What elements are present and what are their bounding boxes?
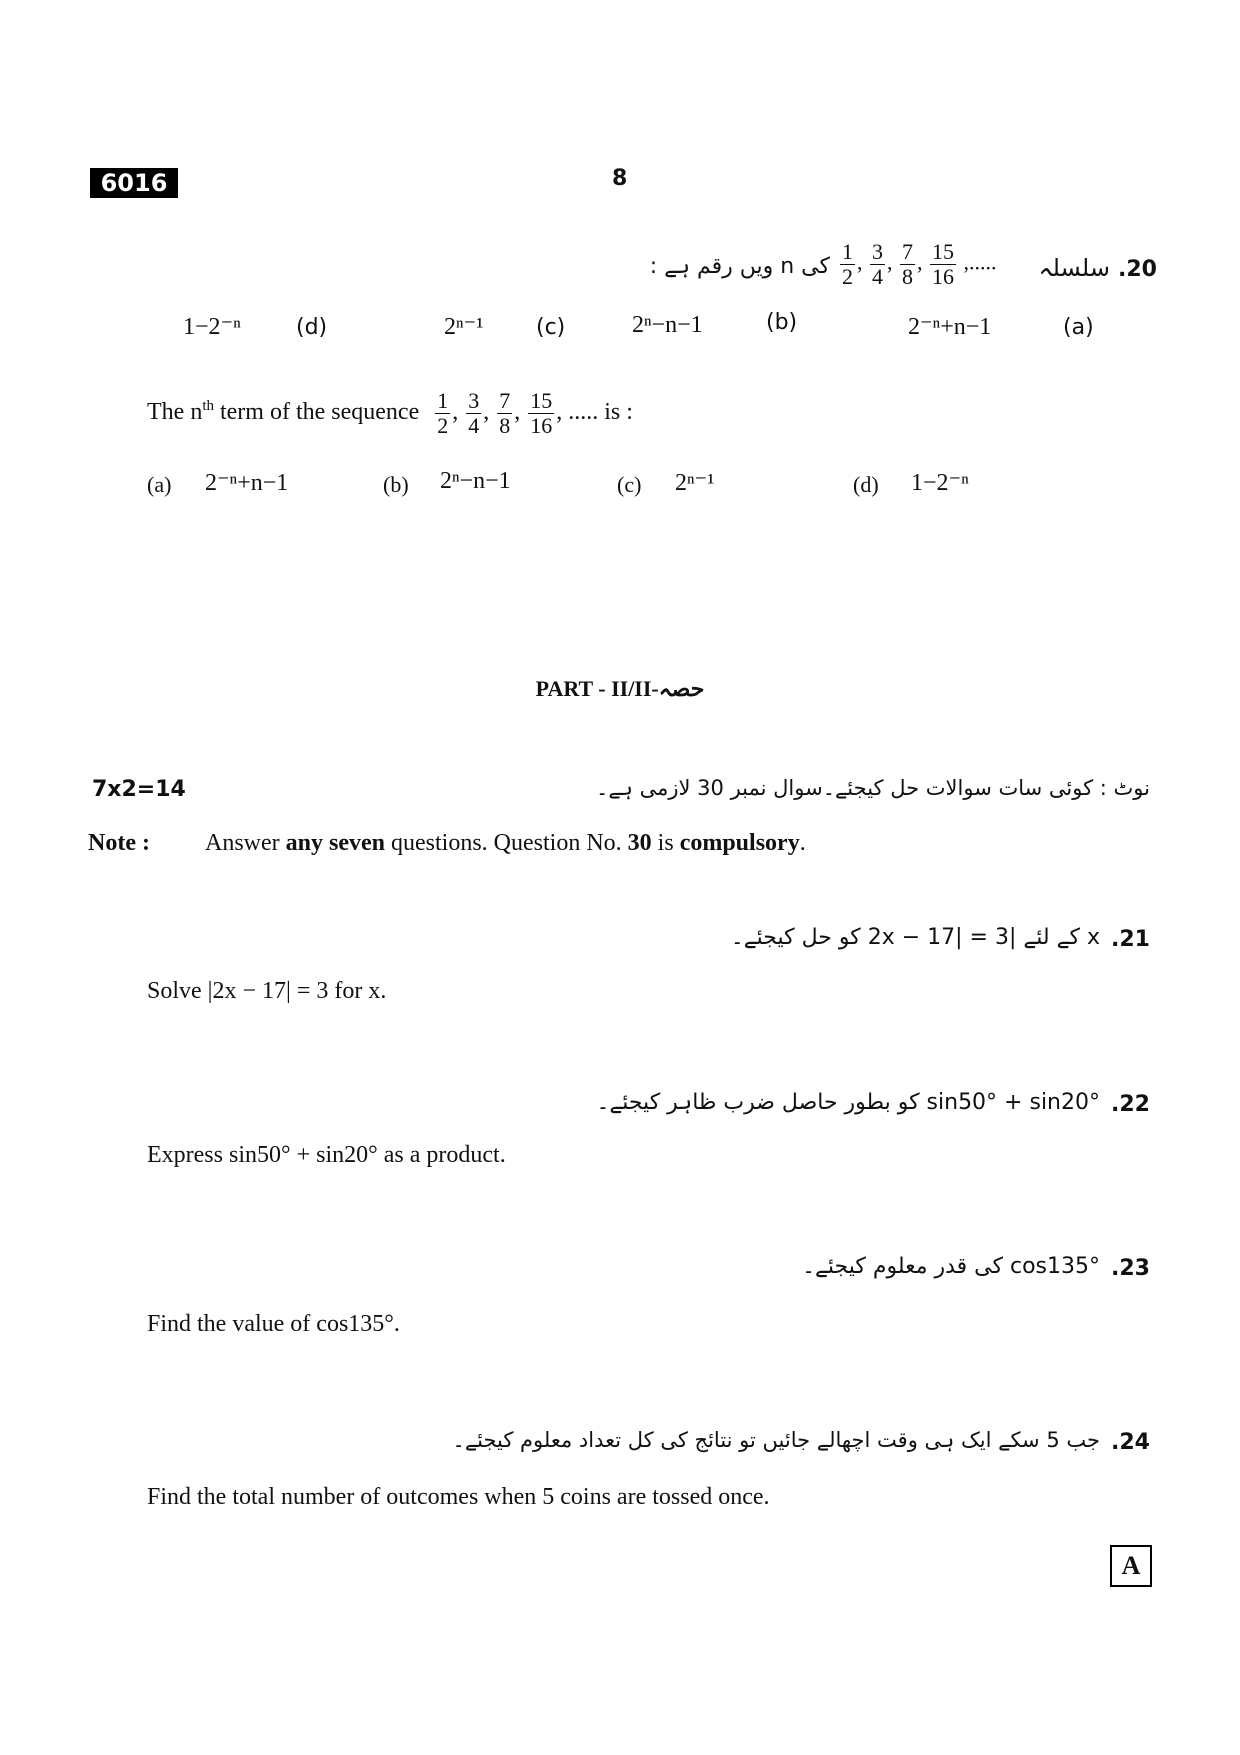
fraction: $\frac{7}{8}$: [902, 239, 913, 290]
paper-code-badge: 6016: [90, 168, 178, 198]
q20-option-b-value: 2ⁿ−n−1: [440, 468, 511, 494]
q20-option-c-label: (c): [617, 472, 642, 497]
q20-urdu-option-c-value: 2ⁿ⁻¹: [444, 314, 484, 340]
q20-urdu-option-b-label: (b): [766, 310, 798, 335]
q20-urdu-option-a-label: (a): [1063, 315, 1094, 340]
q23-english: Find the value of cos135°.: [147, 1311, 400, 1337]
q20-urdu-suffix: کی n ویں رقم ہے :: [649, 254, 830, 279]
q24-urdu: جب 5 سکے ایک ہی وقت اچھالے جائیں تو نتائج کی کل تعداد معلوم کیجئے۔: [452, 1428, 1100, 1452]
fraction: $\frac{7}{8}$: [499, 388, 511, 439]
note-text: Answer any seven questions. Question No. 30 is compulsory.: [205, 830, 806, 856]
q21-english: Solve |2x − 17| = 3 for x.: [147, 978, 387, 1004]
note-urdu: نوٹ : کوئی سات سوالات حل کیجئے۔سوال نمبر 30 لازمی ہے۔: [596, 776, 1150, 800]
q20-urdu-option-c-label: (c): [536, 315, 566, 340]
fraction: $\frac{3}{4}$: [872, 239, 883, 290]
q24-english: Find the total number of outcomes when 5 coins are tossed once.: [147, 1484, 770, 1510]
q23-number: .23: [1111, 1256, 1150, 1281]
q20-option-b-label: (b): [383, 472, 409, 497]
q24-number: .24: [1111, 1430, 1150, 1455]
q20-option-d-label: (d): [853, 472, 879, 497]
part-heading: PART - II/II-حصہ: [535, 676, 705, 701]
fraction: $\frac{1}{2}$: [842, 239, 853, 290]
q22-number: .22: [1111, 1092, 1150, 1117]
fraction: $\frac{1}{2}$: [437, 388, 449, 439]
q22-urdu: sin50° + sin20° کو بطور حاصل ضرب ظاہر کیجئے۔: [596, 1090, 1100, 1115]
q20-urdu-option-d-label: (d): [296, 315, 328, 340]
q20-urdu-prefix: سلسلہ: [1038, 254, 1110, 282]
q20-option-a-label: (a): [147, 472, 172, 497]
q20-urdu-option-b-value: 2ⁿ−n−1: [632, 312, 703, 338]
version-box: A: [1110, 1545, 1152, 1587]
q20-option-a-value: 2⁻ⁿ+n−1: [205, 470, 289, 496]
page-number: 8: [612, 166, 628, 191]
note-label: Note :: [88, 830, 150, 856]
q20-english-text: The $n^{th}$ term of the sequence $\frac{1}{2}$ , $\frac{3}{4}$ , $\frac{7}{8}$ , $\frac{15}{16}$ , ..... is :: [147, 388, 633, 439]
fraction: $\frac{15}{16}$: [932, 239, 954, 290]
q22-english: Express sin50° + sin20° as a product.: [147, 1142, 506, 1168]
q20-urdu-fractions: $\frac{1}{2}$ , $\frac{3}{4}$ , $\frac{7}{8}$ , $\frac{15}{16}$ ,.....: [842, 239, 997, 290]
q20-dots: ,.....: [963, 249, 997, 275]
marks-allocation: 7x2=14: [92, 777, 186, 802]
q20-option-d-value: 1−2⁻ⁿ: [911, 470, 969, 496]
fraction: $\frac{3}{4}$: [468, 388, 480, 439]
fraction: $\frac{15}{16}$: [530, 388, 553, 439]
q21-urdu: x کے لئے |2x − 17| = 3 کو حل کیجئے۔: [730, 925, 1100, 950]
q21-number: .21: [1111, 927, 1150, 952]
q23-urdu: cos135° کی قدر معلوم کیجئے۔: [802, 1254, 1100, 1279]
q20-option-c-value: 2ⁿ⁻¹: [675, 470, 715, 496]
q20-urdu-option-d-value: 1−2⁻ⁿ: [183, 314, 241, 340]
q20-urdu-option-a-value: 2⁻ⁿ+n−1: [908, 314, 992, 340]
q20-number: .20: [1118, 257, 1157, 282]
